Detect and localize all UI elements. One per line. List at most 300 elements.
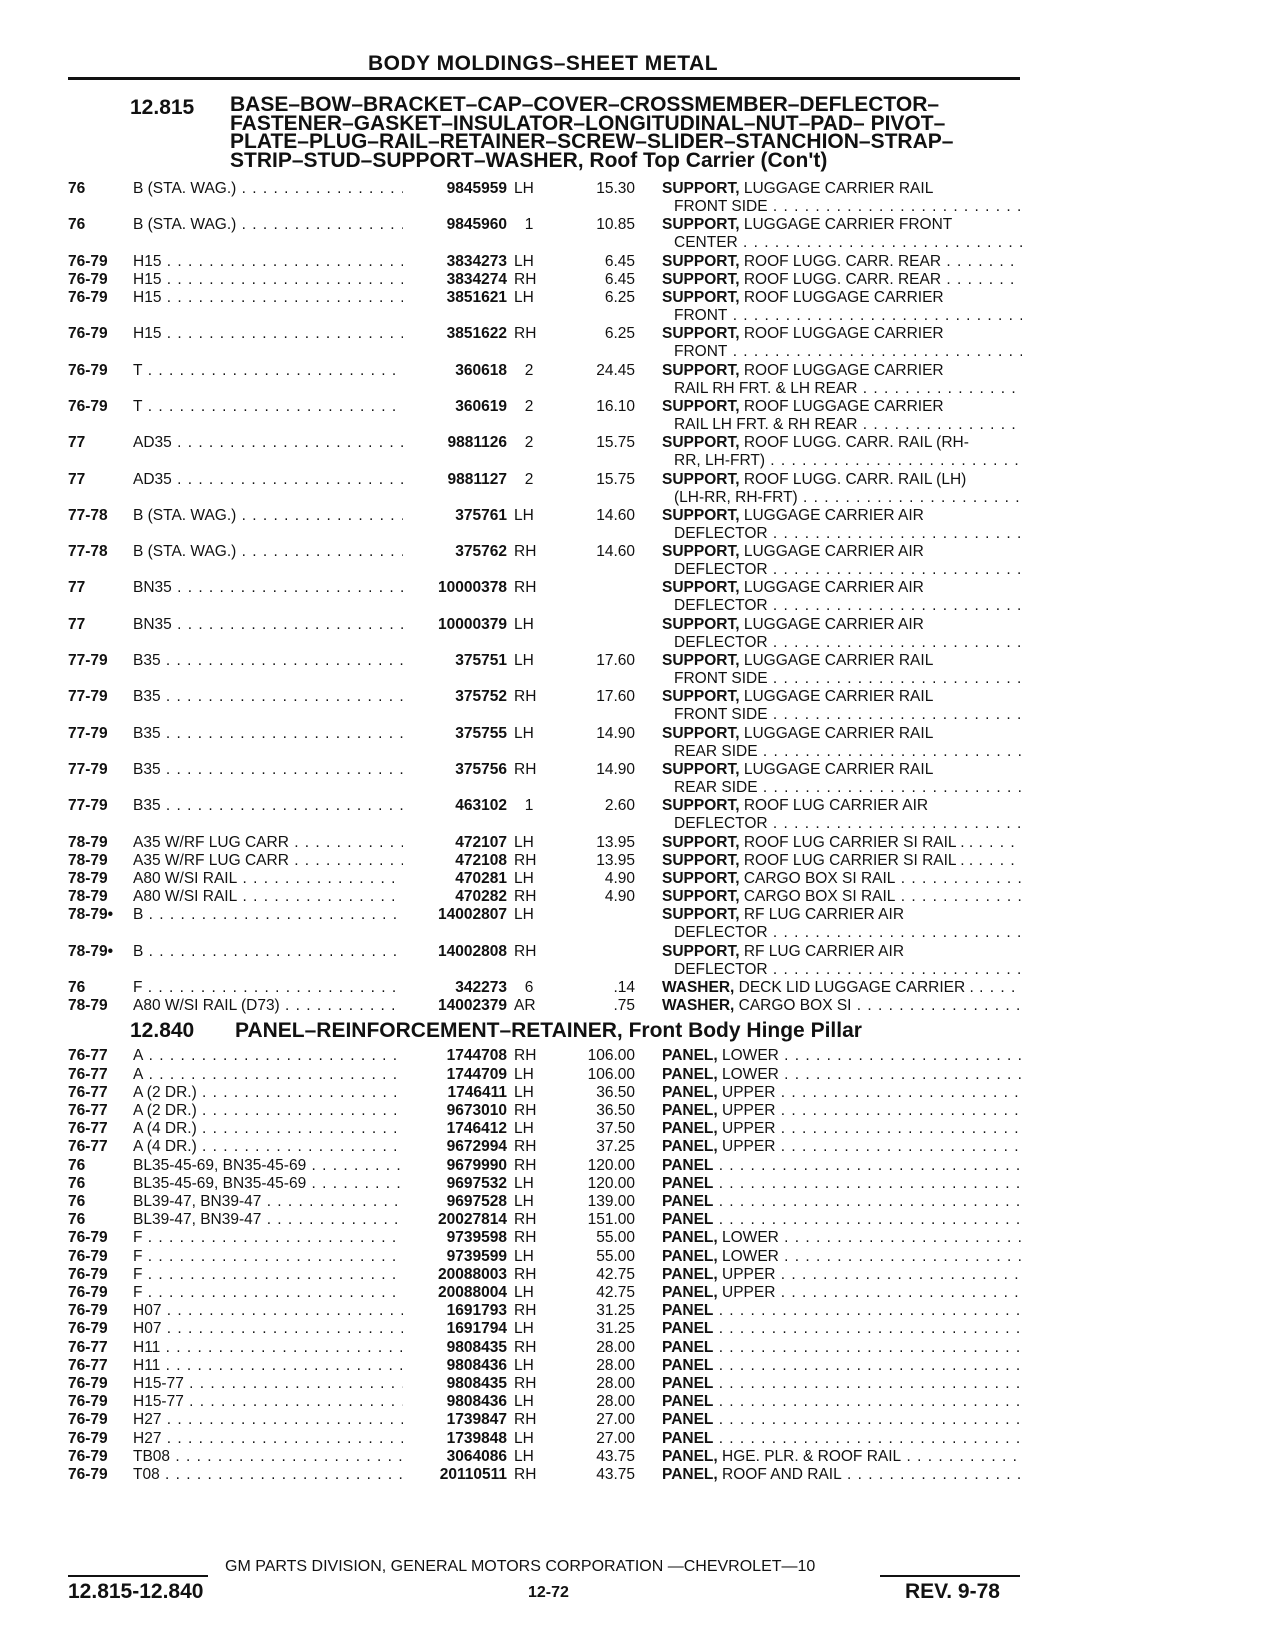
model-cell: A (2 DR.) . . . xyxy=(133,1102,403,1120)
description-text: ROOF LUGG. CARR. REAR xyxy=(739,270,942,288)
description-cell xyxy=(662,1284,1022,1302)
quantity-cell: LH xyxy=(514,252,534,270)
price-cell: 2.60 xyxy=(604,797,635,815)
price-cell: 42.75 xyxy=(596,1283,635,1301)
part-number-cell: 20110511 xyxy=(439,1465,507,1483)
description-keyword: PANEL xyxy=(662,1320,714,1338)
year-cell: 76-79 xyxy=(68,325,108,343)
table-row xyxy=(0,1157,1280,1176)
price-cell: 120.00 xyxy=(587,1174,635,1192)
description-text: LOWER xyxy=(717,1229,779,1247)
part-number-cell: 3851621 xyxy=(446,289,507,306)
part-number-cell: 14002808 xyxy=(438,942,507,960)
year-cell: 76-79 xyxy=(68,1374,108,1392)
description-keyword: SUPPORT, xyxy=(662,289,740,306)
description-cell xyxy=(662,1047,1022,1065)
model-cell: A (4 DR.) . . . xyxy=(133,1120,403,1138)
description-cell xyxy=(662,688,1022,706)
year-cell: 77-79 xyxy=(68,760,108,778)
model-cell: A80 W/SI RAIL . . . xyxy=(133,888,403,906)
quantity-cell: LH xyxy=(514,1083,534,1101)
price-cell: 17.60 xyxy=(596,688,635,706)
price-cell: 106.00 xyxy=(587,1047,635,1065)
table-row xyxy=(0,579,1280,598)
quantity-cell: LH xyxy=(514,1356,534,1374)
description-cell xyxy=(662,1430,1022,1448)
model-cell: B (STA. WAG.) . . . xyxy=(133,507,403,525)
description-continuation: CENTER . . . xyxy=(674,234,1022,252)
description-cell xyxy=(662,1466,1022,1484)
description-cell xyxy=(662,325,1022,343)
part-number-cell: 9697532 xyxy=(446,1174,507,1192)
description-cell xyxy=(662,1448,1022,1466)
model-cell: BL39-47, BN39-47 . . . xyxy=(133,1193,403,1211)
price-cell: 24.45 xyxy=(596,361,635,379)
description-cell xyxy=(662,1084,1022,1102)
part-number-cell: 9808436 xyxy=(446,1393,507,1411)
description-cell xyxy=(662,725,1022,743)
description-keyword: SUPPORT, xyxy=(662,506,740,524)
description-continuation: DEFLECTOR . . . xyxy=(674,561,1022,579)
description-text: LUGGAGE CARRIER RAIL xyxy=(739,688,934,706)
table-row xyxy=(0,1193,1280,1212)
quantity-cell: 2 xyxy=(524,397,534,415)
description-cell xyxy=(662,1393,1022,1411)
description-continuation: DEFLECTOR . . . xyxy=(674,634,1022,652)
part-number-cell: 1739848 xyxy=(446,1429,507,1447)
price-cell: 43.75 xyxy=(596,1447,635,1465)
price-cell: 36.50 xyxy=(596,1101,635,1119)
price-cell: 4.90 xyxy=(604,869,635,887)
part-number-cell: 463102 xyxy=(455,797,507,815)
description-cell xyxy=(662,471,1022,489)
year-cell: 77-79 xyxy=(68,688,108,706)
price-cell: 37.50 xyxy=(596,1120,635,1138)
quantity-cell: LH xyxy=(514,1283,534,1301)
price-cell: 31.25 xyxy=(596,1302,635,1320)
quantity-cell: LH xyxy=(514,869,534,887)
price-cell: 14.60 xyxy=(596,506,635,524)
model-cell: A (2 DR.) . . . xyxy=(133,1084,403,1102)
description-keyword: SUPPORT, xyxy=(662,652,740,669)
part-number-cell: 10000378 xyxy=(438,579,507,597)
table-row xyxy=(0,761,1280,780)
part-number-cell: 9845960 xyxy=(446,216,507,234)
quantity-cell: 2 xyxy=(524,361,534,379)
description-cell xyxy=(662,761,1022,779)
quantity-cell: LH xyxy=(514,506,534,524)
description-continuation: DEFLECTOR . . . xyxy=(674,597,1022,615)
price-cell: 106.00 xyxy=(587,1065,635,1083)
price-cell: 13.95 xyxy=(596,833,635,851)
price-cell: 16.10 xyxy=(596,397,635,415)
year-cell: 76-77 xyxy=(68,1120,108,1138)
year-cell: 78-79 xyxy=(68,851,108,869)
part-number-cell: 9672994 xyxy=(446,1138,507,1156)
year-cell: 78-79 xyxy=(68,833,108,851)
part-number-cell: 10000379 xyxy=(438,615,507,633)
description-cell xyxy=(662,1375,1022,1393)
year-cell: 76-77 xyxy=(68,1338,108,1356)
quantity-cell: 1 xyxy=(524,797,534,815)
part-number-cell: 375751 xyxy=(455,652,507,669)
model-cell: F . . . xyxy=(133,1284,403,1302)
description-cell xyxy=(662,852,1022,870)
description-text: LUGGAGE CARRIER AIR xyxy=(739,615,924,633)
quantity-cell: RH xyxy=(514,1465,537,1483)
model-cell: F . . . xyxy=(133,979,403,997)
part-number-cell: 375762 xyxy=(455,543,507,561)
footer-rule-right xyxy=(880,1575,1020,1577)
description-continuation: FRONT SIDE . . . xyxy=(674,706,1022,724)
year-cell: 78-79 xyxy=(68,997,108,1015)
description-cell xyxy=(662,616,1022,634)
model-cell: B35 . . . xyxy=(133,688,403,706)
description-cell xyxy=(662,1138,1022,1156)
quantity-cell: AR xyxy=(514,997,536,1015)
description-keyword: PANEL, xyxy=(662,1065,718,1083)
table-row xyxy=(0,1138,1280,1157)
description-text: ROOF LUG CARRIER SI RAIL . . xyxy=(739,851,974,869)
quantity-cell: RH xyxy=(514,543,537,561)
table-row xyxy=(0,289,1280,308)
year-cell: 77 xyxy=(68,579,86,597)
model-cell: B35 . . . xyxy=(133,725,403,743)
description-keyword: PANEL xyxy=(662,1429,714,1447)
model-cell: T . . . xyxy=(133,398,403,416)
table-row xyxy=(0,271,1280,290)
model-cell: H15 . . . xyxy=(133,289,403,307)
table-row-continuation xyxy=(0,380,1280,399)
description-keyword: SUPPORT, xyxy=(662,869,740,887)
table-row-continuation xyxy=(0,961,1280,980)
section-number: 12.815 xyxy=(130,96,195,119)
table-row xyxy=(0,1120,1280,1139)
description-cell xyxy=(662,398,1022,416)
price-cell: 139.00 xyxy=(587,1192,635,1210)
quantity-cell: LH xyxy=(514,1393,534,1411)
price-cell: 28.00 xyxy=(596,1393,635,1411)
model-cell: H15 . . . xyxy=(133,325,403,343)
table-row xyxy=(0,434,1280,453)
description-cell xyxy=(662,1320,1022,1338)
model-cell: B35 . . . xyxy=(133,652,403,670)
part-number-cell: 1746411 xyxy=(447,1083,507,1101)
year-cell: 76-79 xyxy=(68,1247,108,1265)
model-cell: H11 . . . xyxy=(133,1357,403,1375)
model-cell: H15 . . . xyxy=(133,271,403,289)
model-cell: AD35 . . . xyxy=(133,471,403,489)
part-number-cell: 9808435 xyxy=(446,1374,507,1392)
price-cell: 10.85 xyxy=(596,216,635,234)
description-cell xyxy=(662,579,1022,597)
model-cell: B . . . xyxy=(133,943,403,961)
part-number-cell: 1746412 xyxy=(446,1120,507,1138)
table-row xyxy=(0,870,1280,889)
year-cell: 77-79 xyxy=(68,797,108,815)
price-cell: 28.00 xyxy=(596,1374,635,1392)
description-text: RF LUG CARRIER AIR xyxy=(739,942,905,960)
part-number-cell: 1744709 xyxy=(446,1065,507,1083)
description-text: CARGO BOX SI RAIL xyxy=(739,888,896,906)
section-title xyxy=(230,93,954,172)
table-row-continuation xyxy=(0,706,1280,725)
description-cell xyxy=(662,1339,1022,1357)
model-cell: B (STA. WAG.) . . . xyxy=(133,180,403,198)
table-row-continuation xyxy=(0,198,1280,217)
description-keyword: PANEL xyxy=(662,1192,714,1210)
price-cell: 37.25 xyxy=(596,1138,635,1156)
model-cell: A35 W/RF LUG CARR . . . xyxy=(133,852,403,870)
description-continuation: DEFLECTOR . . . xyxy=(674,961,1022,979)
quantity-cell: RH xyxy=(514,579,537,597)
table-row xyxy=(0,253,1280,272)
year-cell: 76-79 xyxy=(68,1320,108,1338)
description-keyword: PANEL, xyxy=(662,1138,718,1156)
table-row xyxy=(0,1211,1280,1230)
description-text: ROOF LUGG. CARR. RAIL (LH) xyxy=(739,470,967,488)
description-cell xyxy=(662,979,1022,997)
description-continuation: (LH-RR, RH-FRT) . . . xyxy=(674,489,1022,507)
model-cell: A80 W/SI RAIL (D73) . . . xyxy=(133,997,403,1015)
description-cell xyxy=(662,1211,1022,1229)
model-cell: H11 . . . xyxy=(133,1339,403,1357)
quantity-cell: LH xyxy=(514,1447,534,1465)
model-cell: B35 . . . xyxy=(133,797,403,815)
part-number-cell: 1739847 xyxy=(446,1411,507,1429)
table-row xyxy=(0,1320,1280,1339)
description-text: UPPER xyxy=(717,1120,776,1138)
quantity-cell: LH xyxy=(514,724,534,742)
description-continuation: DEFLECTOR . . . xyxy=(674,525,1022,543)
description-keyword: SUPPORT, xyxy=(662,851,740,869)
description-text: UPPER xyxy=(717,1265,776,1283)
year-cell: 77-78 xyxy=(68,506,108,524)
description-text: LUGGAGE CARRIER RAIL xyxy=(739,760,934,778)
price-cell: 55.00 xyxy=(596,1229,635,1247)
table-row-continuation xyxy=(0,416,1280,435)
description-keyword: PANEL xyxy=(662,1411,714,1429)
quantity-cell: RH xyxy=(514,325,537,343)
table-row xyxy=(0,997,1280,1016)
year-cell: 76-77 xyxy=(68,1065,108,1083)
price-cell: 15.30 xyxy=(596,180,635,197)
table-row xyxy=(0,398,1280,417)
description-keyword: SUPPORT, xyxy=(662,888,740,906)
table-row xyxy=(0,1339,1280,1358)
model-cell: A . . . xyxy=(133,1047,403,1065)
description-cell xyxy=(662,1175,1022,1193)
table-row xyxy=(0,1084,1280,1103)
description-keyword: SUPPORT, xyxy=(662,397,740,415)
description-keyword: PANEL xyxy=(662,1211,714,1229)
year-cell: 76-79 xyxy=(68,1429,108,1447)
table-row xyxy=(0,1284,1280,1303)
table-row-continuation xyxy=(0,815,1280,834)
description-cell xyxy=(662,834,1022,852)
part-number-cell: 9739598 xyxy=(446,1229,507,1247)
quantity-cell: 2 xyxy=(524,470,534,488)
description-cell xyxy=(662,1157,1022,1175)
section-title: PANEL–REINFORCEMENT–RETAINER, Front Body Hinge Pillar xyxy=(235,1019,862,1043)
model-cell: B . . . xyxy=(133,906,403,924)
description-keyword: SUPPORT, xyxy=(662,579,740,597)
price-cell: 6.45 xyxy=(604,270,635,288)
table-row xyxy=(0,325,1280,344)
part-number-cell: 9845959 xyxy=(446,180,507,197)
part-number-cell: 20088003 xyxy=(438,1265,507,1283)
price-cell: 6.25 xyxy=(604,289,635,306)
year-cell: 77-79 xyxy=(68,724,108,742)
model-cell: BL39-47, BN39-47 . . . xyxy=(133,1211,403,1229)
description-text: ROOF LUGGAGE CARRIER xyxy=(739,289,944,306)
footer-section-range: 12.815-12.840 xyxy=(68,1580,204,1603)
price-cell: 14.90 xyxy=(596,760,635,778)
quantity-cell: RH xyxy=(514,1411,537,1429)
section-title-line: FASTENER–GASKET–INSULATOR–LONGITUDINAL–NUT–PAD– PIVOT– xyxy=(230,111,946,135)
description-continuation: REAR SIDE . . . xyxy=(674,779,1022,797)
year-cell: 76 xyxy=(68,1174,86,1192)
table-row xyxy=(0,1430,1280,1449)
table-row xyxy=(0,1066,1280,1085)
part-number-cell: 360618 xyxy=(455,361,507,379)
quantity-cell: LH xyxy=(514,652,534,669)
price-cell: 4.90 xyxy=(604,888,635,906)
year-cell: 76-79 xyxy=(68,1283,108,1301)
description-text: DECK LID LUGGAGE CARRIER . xyxy=(734,978,974,996)
description-keyword: PANEL xyxy=(662,1156,714,1174)
description-text: ROOF LUGGAGE CARRIER xyxy=(739,361,944,379)
table-row xyxy=(0,797,1280,816)
year-cell: 76-79 xyxy=(68,1302,108,1320)
table-row xyxy=(0,652,1280,671)
description-keyword: SUPPORT, xyxy=(662,833,740,851)
table-row xyxy=(0,1375,1280,1394)
table-row xyxy=(0,725,1280,744)
table-row xyxy=(0,688,1280,707)
description-continuation: RR, LH-FRT) . . . xyxy=(674,452,1022,470)
quantity-cell: RH xyxy=(514,270,537,288)
year-cell: 78-79• xyxy=(68,942,114,960)
price-cell: 13.95 xyxy=(596,851,635,869)
part-number-cell: 3064086 xyxy=(446,1447,507,1465)
description-text: LUGGAGE CARRIER AIR xyxy=(739,543,924,561)
description-keyword: PANEL, xyxy=(662,1047,718,1065)
description-keyword: SUPPORT, xyxy=(662,615,740,633)
quantity-cell: LH xyxy=(514,615,534,633)
description-keyword: WASHER, xyxy=(662,997,735,1015)
description-cell xyxy=(662,870,1022,888)
table-row xyxy=(0,1357,1280,1376)
table-row xyxy=(0,1229,1280,1248)
table-row xyxy=(0,1102,1280,1121)
description-cell xyxy=(662,1411,1022,1429)
description-cell xyxy=(662,1102,1022,1120)
table-row-continuation xyxy=(0,343,1280,362)
description-cell xyxy=(662,362,1022,380)
year-cell: 77 xyxy=(68,615,86,633)
model-cell: BN35 . . . xyxy=(133,616,403,634)
year-cell: 77 xyxy=(68,434,86,452)
table-row-continuation xyxy=(0,452,1280,471)
table-row xyxy=(0,852,1280,871)
price-cell: 55.00 xyxy=(596,1247,635,1265)
quantity-cell: LH xyxy=(514,1247,534,1265)
part-number-cell: 9808435 xyxy=(446,1338,507,1356)
year-cell: 76-77 xyxy=(68,1138,108,1156)
part-number-cell: 375752 xyxy=(455,688,507,706)
price-cell: .14 xyxy=(613,978,635,996)
description-continuation: FRONT SIDE . . . xyxy=(674,198,1022,216)
description-cell xyxy=(662,1066,1022,1084)
table-row xyxy=(0,1047,1280,1066)
quantity-cell: LH xyxy=(514,1120,534,1138)
quantity-cell: RH xyxy=(514,942,537,960)
description-text: UPPER xyxy=(717,1283,776,1301)
description-text: LUGGAGE CARRIER RAIL xyxy=(739,724,934,742)
model-cell: B (STA. WAG.) . . . xyxy=(133,216,403,234)
description-text: LUGGAGE CARRIER FRONT xyxy=(739,216,953,234)
price-cell: 17.60 xyxy=(596,652,635,669)
quantity-cell: LH xyxy=(514,906,534,924)
year-cell: 76-79 xyxy=(68,1411,108,1429)
year-cell: 76-79 xyxy=(68,361,108,379)
price-cell: 27.00 xyxy=(596,1429,635,1447)
model-cell: AD35 . . . xyxy=(133,434,403,452)
description-keyword: PANEL, xyxy=(662,1447,718,1465)
year-cell: 76-77 xyxy=(68,1083,108,1101)
year-cell: 77 xyxy=(68,470,86,488)
table-row-continuation xyxy=(0,779,1280,798)
price-cell: 43.75 xyxy=(596,1465,635,1483)
quantity-cell: LH xyxy=(514,1065,534,1083)
description-cell xyxy=(662,434,1022,452)
description-text: ROOF LUGGAGE CARRIER xyxy=(739,325,944,343)
year-cell: 76-79 xyxy=(68,397,108,415)
description-continuation: DEFLECTOR . . . xyxy=(674,815,1022,833)
part-number-cell: 470282 xyxy=(455,888,507,906)
model-cell: H07 . . . xyxy=(133,1320,403,1338)
quantity-cell: RH xyxy=(514,851,537,869)
price-cell: 6.25 xyxy=(604,325,635,343)
description-keyword: PANEL, xyxy=(662,1465,718,1483)
quantity-cell: RH xyxy=(514,688,537,706)
footer-revision: REV. 9-78 xyxy=(905,1580,1000,1603)
year-cell: 76 xyxy=(68,1156,86,1174)
section-title-line: BASE–BOW–BRACKET–CAP–COVER–CROSSMEMBER–DEFLECTOR– xyxy=(230,93,940,116)
model-cell: H15 . . . xyxy=(133,253,403,271)
quantity-cell: RH xyxy=(514,1138,537,1156)
description-keyword: SUPPORT, xyxy=(662,361,740,379)
description-continuation: DEFLECTOR . . . xyxy=(674,924,1022,942)
quantity-cell: LH xyxy=(514,289,534,306)
description-text: UPPER xyxy=(717,1083,776,1101)
part-number-cell: 14002807 xyxy=(438,906,507,924)
description-text: LUGGAGE CARRIER RAIL xyxy=(739,180,934,197)
table-row xyxy=(0,1466,1280,1485)
description-keyword: SUPPORT, xyxy=(662,906,740,924)
description-keyword: PANEL xyxy=(662,1356,714,1374)
price-cell: 120.00 xyxy=(587,1156,635,1174)
description-cell xyxy=(662,289,1022,307)
part-number-cell: 9697528 xyxy=(446,1192,507,1210)
year-cell: 77-79 xyxy=(68,652,108,669)
description-continuation: RAIL LH FRT. & RH REAR . . . xyxy=(674,416,1022,434)
quantity-cell: LH xyxy=(514,1192,534,1210)
table-row xyxy=(0,834,1280,853)
description-keyword: SUPPORT, xyxy=(662,180,740,197)
quantity-cell: RH xyxy=(514,1101,537,1119)
